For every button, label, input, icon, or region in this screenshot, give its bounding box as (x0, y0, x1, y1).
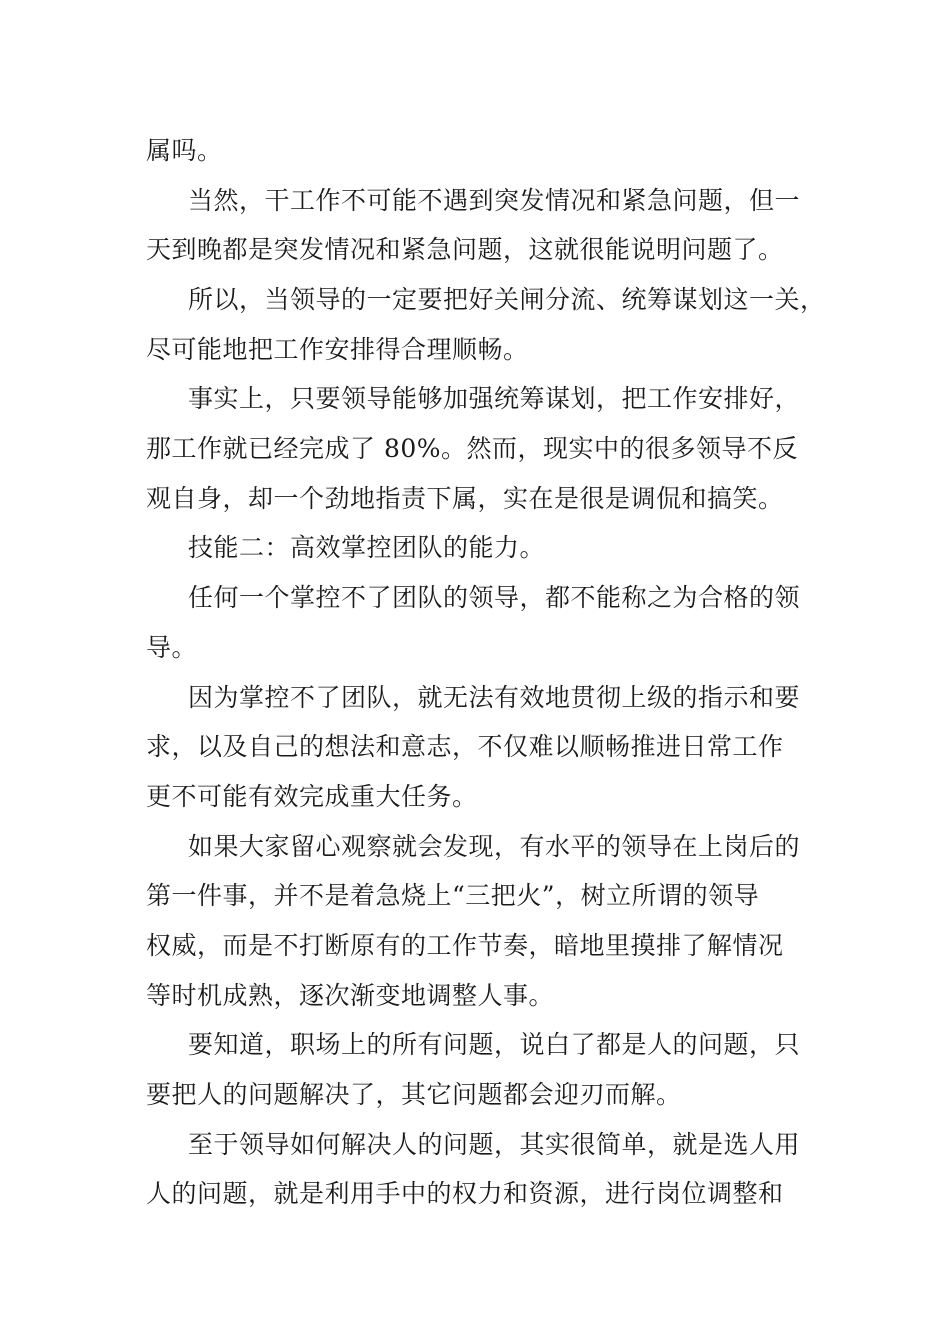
text-line: 导。 (146, 633, 198, 662)
text-line: 事实上，只要领导能够加强统筹谋划，把工作安排好， (188, 384, 801, 413)
text-line: 属吗。 (146, 136, 223, 165)
text-line: 第一件事，并不是着急烧上“三把火”，树立所谓的领导 (146, 881, 760, 910)
text-line: 那工作就已经完成了 80%。然而，现实中的很多领导不反 (146, 434, 799, 463)
text-line: 求，以及自己的想法和意志，不仅难以顺畅推进日常工作 (146, 732, 784, 761)
text-line: 尽可能地把工作安排得合理顺畅。 (146, 335, 529, 364)
text-line: 权威，而是不打断原有的工作节奏，暗地里摸排了解情况 (146, 931, 784, 960)
section-heading: 技能二：高效掌控团队的能力。 (188, 533, 546, 562)
text-line: 当然，干工作不可能不遇到突发情况和紧急问题，但一 (188, 186, 801, 215)
text-line: 更不可能有效完成重大任务。 (146, 782, 478, 811)
text-line: 人的问题，就是利用手中的权力和资源，进行岗位调整和 (146, 1179, 784, 1208)
text-line: 所以，当领导的一定要把好关闸分流、统筹谋划这一关， (188, 285, 826, 314)
text-line: 要知道，职场上的所有问题，说白了都是人的问题，只 (188, 1030, 801, 1059)
text-line: 因为掌控不了团队，就无法有效地贯彻上级的指示和要 (188, 683, 801, 712)
text-line: 任何一个掌控不了团队的领导，都不能称之为合格的领 (188, 583, 801, 612)
text-line: 天到晚都是突发情况和紧急问题，这就很能说明问题了。 (146, 235, 784, 264)
text-line: 如果大家留心观察就会发现，有水平的领导在上岗后的 (188, 832, 801, 861)
text-line: 至于领导如何解决人的问题，其实很简单，就是选人用 (188, 1130, 801, 1159)
text-line: 等时机成熟，逐次渐变地调整人事。 (146, 981, 555, 1010)
text-line: 要把人的问题解决了，其它问题都会迎刃而解。 (146, 1080, 682, 1109)
text-line: 观自身，却一个劲地指责下属，实在是很是调侃和搞笑。 (146, 484, 784, 513)
